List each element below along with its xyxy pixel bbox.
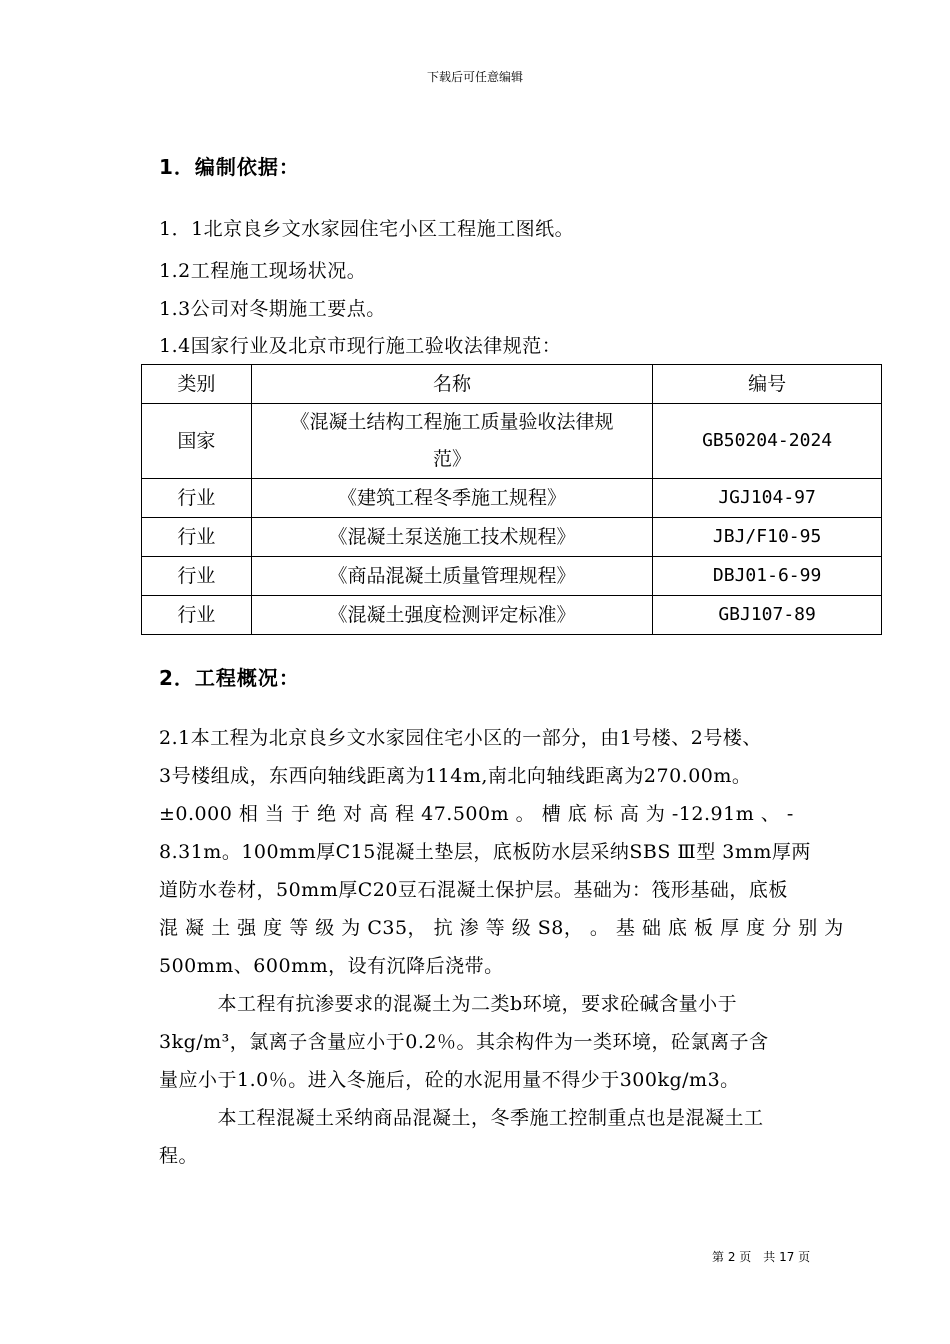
paragraph-line: 量应小于1.0％。进入冬施后，砼的水泥用量不得少于300kg/m3。 (159, 1069, 740, 1091)
basis-item-4: 1.4国家行业及北京市现行施工验收法律规范： (159, 335, 562, 357)
header-category: 类别 (142, 365, 252, 404)
row-name: 《混凝土泵送施工技术规程》 (251, 518, 652, 557)
page-footer: 第 2 页 共 17 页 (712, 1250, 811, 1264)
overview-paragraph-2 (159, 985, 859, 1099)
row-name: 《混凝土强度检测评定标准》 (251, 596, 652, 635)
table-header-row (142, 365, 882, 404)
table-row (142, 404, 882, 479)
header-name: 名称 (251, 365, 652, 404)
paragraph-line: 3kg/m³，氯离子含量应小于0.2％。其余构件为一类环境，砼氯离子含 (159, 1031, 769, 1053)
paragraph-line: ±0.000 相 当 于 绝 对 高 程 47.500m 。 槽 底 标 高 为 -12.91m 、 - (159, 803, 794, 825)
paragraph-line: 3号楼组成，东西向轴线距离为114m,南北向轴线距离为270.00m。 (159, 765, 752, 787)
row-code: JGJ104-97 (653, 479, 882, 518)
row-code: JBJ/F10-95 (653, 518, 882, 557)
basis-item-1: 1．1北京良乡文水家园住宅小区工程施工图纸。 (159, 218, 575, 240)
row-code: GBJ107-89 (653, 596, 882, 635)
header-code: 编号 (653, 365, 882, 404)
table-row (142, 518, 882, 557)
row-category: 行业 (142, 518, 252, 557)
paragraph-line: 本工程混凝土采纳商品混凝土，冬季施工控制重点也是混凝土工 (159, 1107, 764, 1129)
row-code: GB50204-2024 (653, 404, 882, 479)
paragraph-line: 道防水卷材，50mm厚C20豆石混凝土保护层。基础为：筏形基础，底板 (159, 879, 788, 901)
paragraph-line: 500mm、600mm，设有沉降后浇带。 (159, 955, 504, 977)
paragraph-line: 程。 (159, 1145, 199, 1167)
table-row (142, 557, 882, 596)
row-name: 《商品混凝土质量管理规程》 (251, 557, 652, 596)
paragraph-line: 2.1本工程为北京良乡文水家园住宅小区的一部分，由1号楼、2号楼、 (159, 727, 762, 749)
row-name-line2: 范》 (433, 448, 472, 470)
row-name: 《建筑工程冬季施工规程》 (251, 479, 652, 518)
row-category: 行业 (142, 596, 252, 635)
row-code: DBJ01-6-99 (653, 557, 882, 596)
table-row (142, 479, 882, 518)
paragraph-line: 本工程有抗渗要求的混凝土为二类b环境，要求砼碱含量小于 (159, 993, 738, 1015)
row-category: 行业 (142, 557, 252, 596)
section-1-heading: 1．编制依据： (159, 155, 300, 179)
header-note: 下载后可任意编辑 (426, 70, 523, 84)
row-name-line1: 《混凝土结构工程施工质量验收法律规 (290, 411, 614, 433)
section-2-heading: 2．工程概况： (159, 666, 300, 690)
paragraph-line: 混 凝 土 强 度 等 级 为 C35， 抗 渗 等 级 S8， 。 基 础 底 板 厚 度 分 别 为 (159, 917, 844, 939)
basis-item-3: 1.3公司对冬期施工要点。 (159, 298, 386, 320)
overview-paragraph-3 (159, 1099, 859, 1175)
table-row (142, 596, 882, 635)
overview-paragraph-1 (159, 719, 859, 985)
basis-item-2: 1.2工程施工现场状况。 (159, 260, 367, 282)
row-name (251, 404, 652, 479)
regulations-table (141, 364, 882, 635)
row-category: 行业 (142, 479, 252, 518)
paragraph-line: 8.31m。100mm厚C15混凝土垫层，底板防水层采纳SBS Ⅲ型 3mm厚两 (159, 841, 811, 863)
row-category: 国家 (142, 404, 252, 479)
